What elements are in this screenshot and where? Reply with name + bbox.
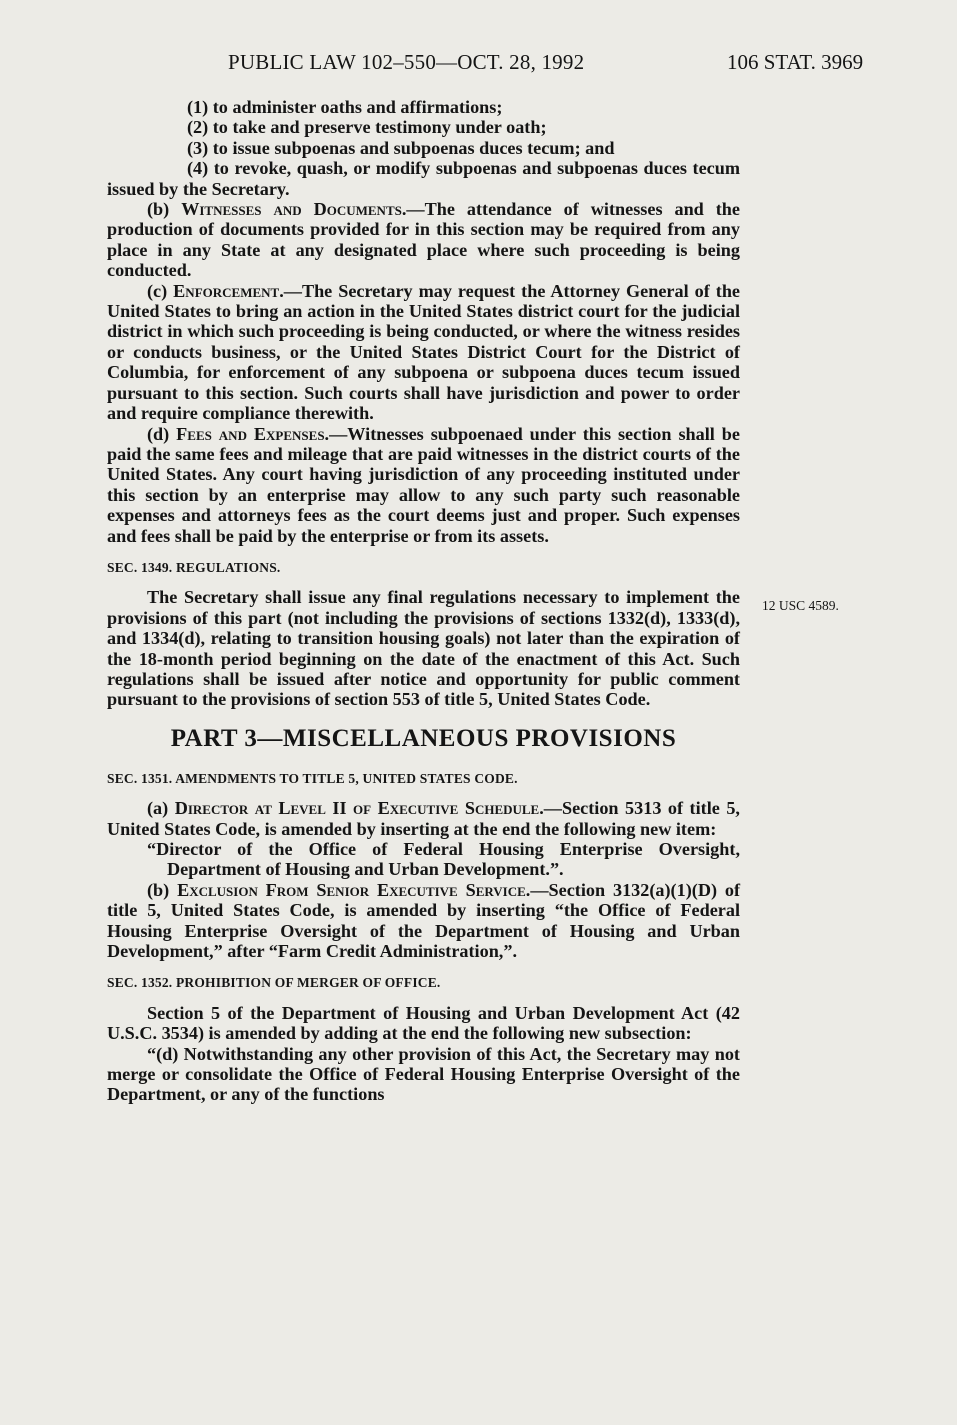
paragraph-enforcement (107, 281, 740, 424)
part-3-heading: PART 3—MISCELLANEOUS PROVISIONS (170, 724, 677, 752)
document-body (107, 97, 740, 1105)
subsection-number: (b) (147, 199, 182, 220)
quoted-new-item: “Director of the Office of Federal Housing Enterprise Oversight, Department of Housing and Urban Development.”. (147, 839, 740, 880)
paragraph-fees (107, 424, 740, 546)
header-stat-page: 106 STAT. 3969 (727, 50, 864, 74)
list-item-3: (3) to issue subpoenas and subpoenas duces tecum; and (187, 137, 615, 158)
list-item-4: (4) to revoke, quash, or modify subpoenas and subpoenas duces tecum issued by the Secretary. (107, 158, 740, 199)
subsection-text: —Section 5313 of title 5, United States Code, is amended by inserting at the end the following new item: (107, 798, 740, 839)
subsection-heading: Exclusion From Senior Executive Service. (177, 879, 531, 900)
subsection-heading: Director at Level II of Executive Schedule. (174, 798, 544, 819)
subsection-text: —The attendance of witnesses and the production of documents provided for in this section may be required from any place in any State at any designated place where such proceeding is being conducted. (107, 199, 740, 281)
header-title: PUBLIC LAW 102–550—OCT. 28, 1992 (228, 50, 585, 74)
paragraph-witnesses (107, 199, 740, 281)
paragraph-senior-executive-service (107, 880, 740, 962)
section-1352-text: Section 5 of the Department of Housing and Urban Development Act (42 U.S.C. 3534) is amended by adding at the end the following new subsection: (107, 1002, 740, 1044)
section-1352-quoted-subsection: “(d) Notwithstanding any other provision of this Act, the Secretary may not merge or consolidate the Office of Federal Housing Enterprise Oversight of the Department, or any of the functions (107, 1043, 740, 1105)
paragraph-director-level-ii (107, 798, 740, 839)
subsection-heading: Witnesses and Documents. (181, 199, 407, 220)
list-item-2: (2) to take and preserve testimony under oath; (187, 117, 547, 138)
subsection-heading: Enforcement. (173, 280, 284, 301)
section-1349-text: The Secretary shall issue any final regulations necessary to implement the provisions of this part (not including the provisions of sections 1332(d), 1333(d), and 1334(d), relating to transition housing goals) not later than the expiration of the 18-month period beginning on the date of the enactment of this Act. Such regulations shall be issued after notice and opportunity for public comment pursuant to the provisions of section 553 of title 5, United States Code. (107, 587, 740, 710)
subsection-heading: Fees and Expenses. (176, 423, 330, 444)
subsection-text: —The Secretary may request the Attorney General of the United States to bring an action in the United States district court for the judicial district in which such proceeding is being conducted, or where the witness resides or conducts business, or the United States District Court for the District of Columbia, for enforcement of any subpoena or subpoena duces tecum issued pursuant to this section. Such courts shall have jurisdiction and power to order and require compliance therewith. (107, 280, 741, 424)
section-1352-heading: SEC. 1352. PROHIBITION OF MERGER OF OFFICE. (107, 975, 441, 991)
subsection-number: (b) (147, 879, 178, 900)
list-item-1: (1) to administer oaths and affirmations; (187, 97, 503, 117)
section-1351-heading: SEC. 1351. AMENDMENTS TO TITLE 5, UNITED STATES CODE. (107, 770, 518, 786)
subsection-number: (d) (147, 423, 177, 444)
subsection-text: —Section 3132(a)(1)(D) of title 5, United States Code, is amended by inserting “the Office of Federal Housing Enterprise Oversight of the Department of Housing and Urban Development,” after “Farm Credit Administration,”. (107, 879, 740, 962)
subsection-number: (a) (147, 798, 175, 819)
margin-note-usc-4589: 12 USC 4589. (762, 598, 839, 613)
subsection-number: (c) (147, 280, 174, 301)
section-1349-heading: SEC. 1349. REGULATIONS. (107, 559, 281, 575)
page-header (0, 50, 957, 80)
subsection-text: —Witnesses subpoenaed under this section shall be paid the same fees and mileage that are paid witnesses in the district courts of the United States. Any court having jurisdiction of any proceeding instituted under this section by an enterprise may allow to any such party such reasonable expenses and attorneys fees as the court deems just and proper. Such expenses and fees shall be paid by the enterprise or from its assets. (107, 423, 740, 546)
